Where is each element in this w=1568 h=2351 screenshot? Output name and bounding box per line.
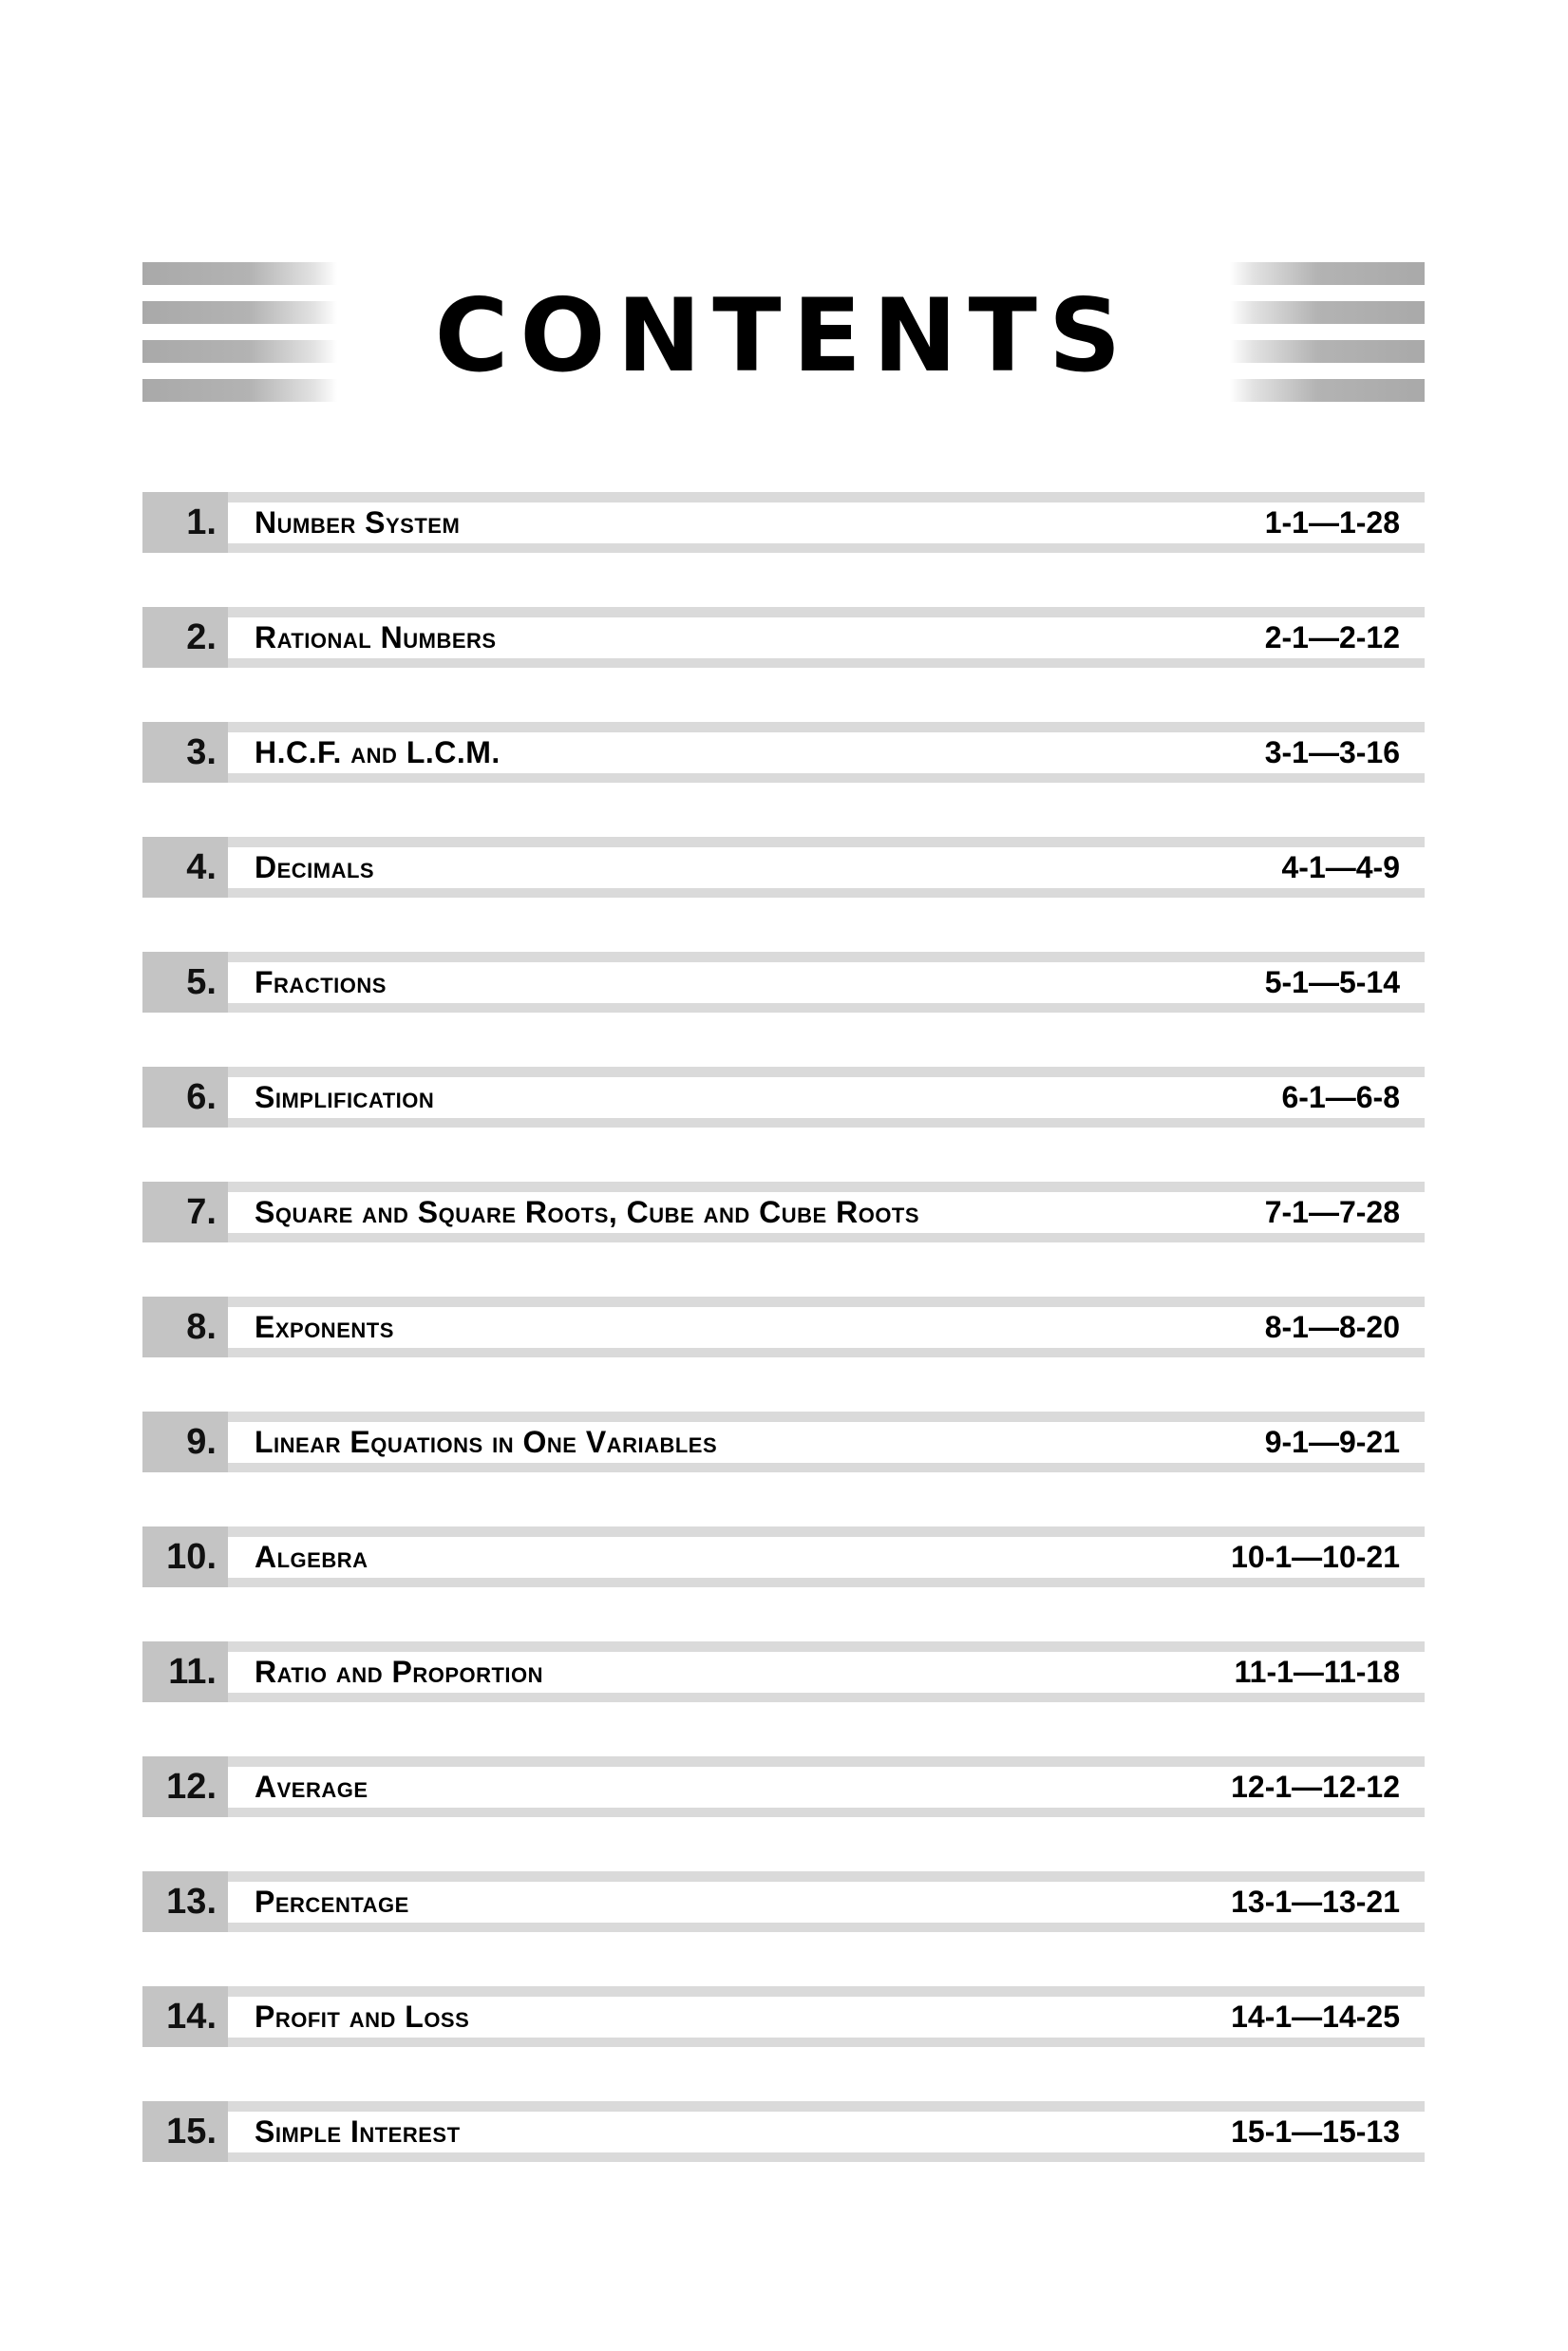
toc-entry[interactable]: [142, 1756, 1425, 1817]
rule: [228, 1578, 1425, 1587]
rule: [228, 1693, 1425, 1702]
chapter-number: 11.: [142, 1641, 228, 1702]
rule: [228, 1923, 1425, 1932]
chapter-title[interactable]: Average: [255, 1770, 368, 1804]
chapter-number: 8.: [142, 1297, 228, 1357]
toc-entry[interactable]: [142, 1641, 1425, 1702]
toc-entry[interactable]: [142, 1986, 1425, 2047]
rule: [228, 543, 1425, 553]
chapter-number: 12.: [142, 1756, 228, 1817]
chapter-number: 2.: [142, 607, 228, 668]
page-range: 10-1—10-21: [1231, 1540, 1400, 1574]
rule: [228, 2101, 1425, 2112]
page-range: 8-1—8-20: [1264, 1310, 1400, 1344]
stripe: [1230, 379, 1425, 402]
table-of-contents: [142, 492, 1425, 2216]
rule: [228, 658, 1425, 668]
rule: [228, 952, 1425, 962]
chapter-title[interactable]: Profit and Loss: [255, 2000, 470, 2034]
chapter-title[interactable]: Exponents: [255, 1310, 394, 1344]
toc-entry[interactable]: [142, 837, 1425, 898]
page-range: 3-1—3-16: [1264, 735, 1400, 769]
chapter-number: 7.: [142, 1182, 228, 1242]
chapter-title[interactable]: Simplification: [255, 1080, 435, 1114]
chapter-title[interactable]: Fractions: [255, 965, 387, 999]
rule: [228, 888, 1425, 898]
chapter-number: 1.: [142, 492, 228, 553]
rule: [228, 773, 1425, 783]
page-range: 14-1—14-25: [1231, 2000, 1400, 2034]
toc-entry[interactable]: [142, 1871, 1425, 1932]
rule: [228, 1412, 1425, 1422]
page-range: 12-1—12-12: [1231, 1770, 1400, 1804]
chapter-number: 14.: [142, 1986, 228, 2047]
rule: [228, 2038, 1425, 2047]
rule: [228, 1641, 1425, 1652]
chapter-title[interactable]: Square and Square Roots, Cube and Cube Roots: [255, 1195, 920, 1229]
chapter-title[interactable]: Algebra: [255, 1540, 368, 1574]
toc-entry[interactable]: [142, 1182, 1425, 1242]
chapter-number: 3.: [142, 722, 228, 783]
chapter-title[interactable]: Number System: [255, 505, 461, 540]
page-range: 11-1—11-18: [1234, 1655, 1400, 1689]
page-range: 6-1—6-8: [1281, 1080, 1400, 1114]
rule: [228, 837, 1425, 847]
toc-entry[interactable]: [142, 1412, 1425, 1472]
chapter-title[interactable]: Linear Equations in One Variables: [255, 1425, 718, 1459]
rule: [228, 1526, 1425, 1537]
chapter-title[interactable]: Decimals: [255, 850, 375, 884]
rule: [228, 1348, 1425, 1357]
contents-header: [142, 262, 1425, 403]
chapter-title[interactable]: Ratio and Proportion: [255, 1655, 544, 1689]
toc-entry[interactable]: [142, 722, 1425, 783]
rule: [228, 1003, 1425, 1013]
page-range: 1-1—1-28: [1264, 505, 1400, 540]
rule: [228, 492, 1425, 502]
page-title: CONTENTS: [434, 277, 1133, 394]
rule: [228, 1182, 1425, 1192]
rule: [228, 607, 1425, 617]
chapter-number: 5.: [142, 952, 228, 1013]
chapter-number: 10.: [142, 1526, 228, 1587]
header-stripes-right: [1230, 262, 1425, 403]
rule: [228, 1756, 1425, 1767]
rule: [228, 1233, 1425, 1242]
rule: [228, 1986, 1425, 1997]
chapter-number: 6.: [142, 1067, 228, 1128]
toc-entry[interactable]: [142, 1526, 1425, 1587]
chapter-number: 13.: [142, 1871, 228, 1932]
toc-entry[interactable]: [142, 492, 1425, 553]
stripe: [1230, 262, 1425, 285]
stripe: [1230, 301, 1425, 324]
chapter-number: 15.: [142, 2101, 228, 2162]
rule: [228, 1808, 1425, 1817]
rule: [228, 1463, 1425, 1472]
toc-entry[interactable]: [142, 1067, 1425, 1128]
chapter-number: 4.: [142, 837, 228, 898]
chapter-title[interactable]: Simple Interest: [255, 2114, 461, 2149]
page-range: 4-1—4-9: [1281, 850, 1400, 884]
rule: [228, 1297, 1425, 1307]
toc-entry[interactable]: [142, 1297, 1425, 1357]
page-range: 2-1—2-12: [1264, 620, 1400, 654]
page-range: 9-1—9-21: [1264, 1425, 1400, 1459]
chapter-number: 9.: [142, 1412, 228, 1472]
chapter-title[interactable]: Percentage: [255, 1885, 409, 1919]
page-range: 5-1—5-14: [1264, 965, 1400, 999]
chapter-title[interactable]: H.C.F. and L.C.M.: [255, 735, 501, 769]
page-range: 7-1—7-28: [1264, 1195, 1400, 1229]
page-range: 13-1—13-21: [1231, 1885, 1400, 1919]
chapter-title[interactable]: Rational Numbers: [255, 620, 497, 654]
rule: [228, 2152, 1425, 2162]
rule: [228, 1118, 1425, 1128]
rule: [228, 722, 1425, 732]
toc-entry[interactable]: [142, 952, 1425, 1013]
page-range: 15-1—15-13: [1231, 2114, 1400, 2149]
toc-entry[interactable]: [142, 2101, 1425, 2162]
stripe: [1230, 340, 1425, 363]
toc-entry[interactable]: [142, 607, 1425, 668]
rule: [228, 1871, 1425, 1882]
rule: [228, 1067, 1425, 1077]
